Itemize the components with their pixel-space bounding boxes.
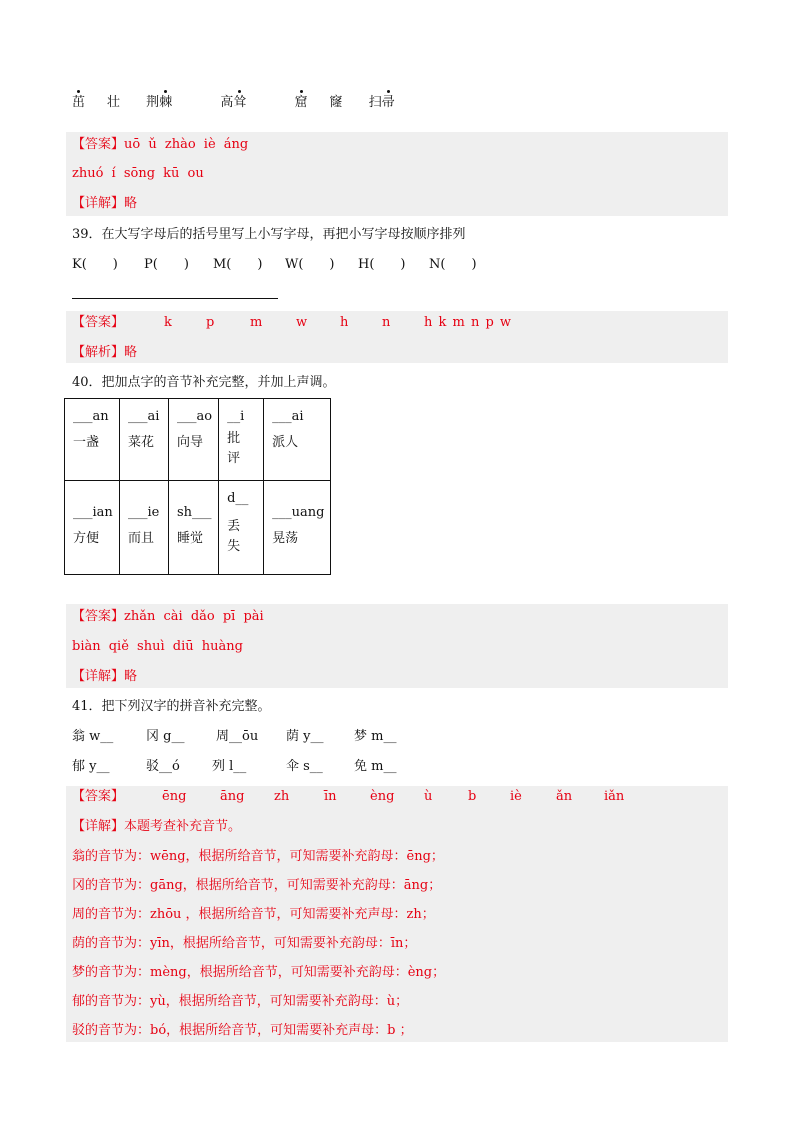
chars: 评	[227, 451, 241, 466]
table-cell	[219, 481, 264, 575]
pinyin-blank: ___uang	[272, 505, 325, 520]
word: 窟 窿	[294, 95, 343, 110]
answer-label: 【答案】	[72, 315, 125, 330]
answer-text: zhǎn cài dǎo pī pài	[124, 609, 264, 624]
chars: 派人	[272, 435, 299, 450]
dotted-char: 棘	[159, 95, 173, 110]
answer-letter: n	[382, 315, 391, 330]
answer-letter: m	[250, 315, 263, 330]
answer-label: 【答案】	[72, 137, 125, 152]
word: 高耸	[220, 95, 247, 110]
cell-chars	[272, 529, 324, 549]
dotted-char: 帚	[381, 95, 395, 110]
question-40: 40．把加点字的音节补充完整，并加上声调。	[72, 375, 336, 390]
detail-text: 略	[124, 669, 138, 684]
answer-item: ù	[424, 789, 433, 804]
table-cell	[120, 399, 169, 481]
chars: 丢	[227, 519, 241, 534]
chars: 失	[227, 539, 241, 554]
pinyin-table	[64, 398, 331, 575]
answer-item: ēng	[162, 789, 187, 804]
cell-chars	[227, 429, 257, 469]
cell-chars	[128, 529, 162, 549]
answer-letter: k	[164, 315, 172, 330]
fill-item: 周__ōu	[216, 729, 259, 744]
pinyin-blank: ___ao	[177, 409, 213, 424]
detail-line: 梦的音节为：mèng，根据所给音节，可知需要补充韵母：èng；	[72, 965, 446, 980]
cell-chars	[227, 517, 257, 557]
chars: 睡觉	[177, 531, 204, 546]
answer-item: iǎn	[604, 789, 625, 804]
answer-39	[72, 314, 512, 332]
answer-item: iè	[510, 789, 522, 804]
detail-label: 【详解】	[72, 819, 125, 834]
fill-item: 列 l__	[212, 759, 247, 774]
detail-label: 【解析】	[72, 345, 125, 360]
answer-item: zh	[274, 789, 290, 804]
fill-item: 荫 y__	[286, 729, 324, 744]
detail-label: 【详解】	[72, 196, 125, 211]
answer-40-line1	[72, 608, 264, 626]
cell-chars	[73, 529, 113, 549]
fill-item: 冈 g__	[146, 729, 185, 744]
answer-text: uō ǔ zhào iè áng	[124, 137, 249, 152]
table-cell	[169, 481, 219, 575]
letters-row	[72, 256, 477, 274]
letter-blank: H( )	[358, 257, 406, 272]
detail-line: 冈的音节为：gāng，根据所给音节，可知需要补充韵母：āng；	[72, 878, 442, 893]
pinyin-blank: d__	[227, 491, 249, 506]
word: 荆棘	[146, 95, 173, 110]
detail-40	[72, 668, 137, 686]
table-cell	[219, 399, 264, 481]
fill-item: 伞 s__	[286, 759, 323, 774]
detail-38	[72, 195, 137, 213]
question-41: 41．把下列汉字的拼音补充完整。	[72, 699, 271, 714]
answer-item: āng	[220, 789, 245, 804]
chars: 晃荡	[272, 531, 299, 546]
answer-38-line1	[72, 136, 248, 154]
chars: 方便	[73, 531, 100, 546]
dotted-char: 窟	[294, 95, 308, 110]
answer-item: ǎn	[556, 789, 573, 804]
answer-label: 【答案】	[72, 609, 125, 624]
word: 茁 壮	[72, 95, 121, 110]
dotted-char: 耸	[233, 95, 247, 110]
answer-letter: w	[296, 315, 308, 330]
fill-row-2	[72, 758, 396, 776]
letter-blank: K( )	[72, 257, 118, 272]
letter-blank: M( )	[213, 257, 263, 272]
word: 扫帚	[368, 95, 395, 110]
table-cell	[264, 399, 331, 481]
detail-text: 略	[124, 196, 138, 211]
table-cell	[65, 481, 120, 575]
table-cell	[169, 399, 219, 481]
answer-letter: h	[340, 315, 349, 330]
cell-chars	[272, 433, 324, 453]
question-39: 39．在大写字母后的括号里写上小写字母，再把小写字母按顺序排列	[72, 227, 466, 242]
answer-letter: p	[206, 315, 215, 330]
pinyin-blank: ___ai	[272, 409, 304, 424]
letter-blank: P( )	[144, 257, 189, 272]
answer-item: b	[468, 789, 477, 804]
fill-item: 驳__ó	[146, 759, 180, 774]
answer-underline	[72, 298, 278, 299]
table-cell	[120, 481, 169, 575]
answer-order: h k m n p w	[424, 315, 512, 330]
chars: 菜花	[128, 435, 155, 450]
detail-41	[72, 818, 241, 836]
chars: 一盏	[73, 435, 100, 450]
table-row	[65, 481, 331, 575]
chars: 向导	[177, 435, 204, 450]
pinyin-blank: __i	[227, 409, 245, 424]
fill-item: 翁 w__	[72, 729, 114, 744]
cell-chars	[177, 529, 212, 549]
pinyin-blank: sh___	[177, 505, 212, 520]
pinyin-blank: ___an	[73, 409, 109, 424]
pinyin-blank: ___ie	[128, 505, 160, 520]
table-cell	[65, 399, 120, 481]
table-cell	[264, 481, 331, 575]
pinyin-blank: ___ian	[73, 505, 113, 520]
answer-38-line2: zhuó í sōng kū ou	[72, 166, 204, 181]
detail-line: 驳的音节为：bó，根据所给音节，可知需要补充声母：b ；	[72, 1023, 413, 1038]
cell-chars	[128, 433, 162, 453]
detail-label: 【详解】	[72, 669, 125, 684]
detail-line: 郁的音节为：yù，根据所给音节，可知需要补充韵母：ù；	[72, 994, 409, 1009]
fill-item: 免 m__	[354, 759, 397, 774]
detail-line: 翁的音节为：wēng，根据所给音节，可知需要补充韵母：ēng；	[72, 849, 444, 864]
letter-blank: W( )	[285, 257, 335, 272]
letter-blank: N( )	[429, 257, 477, 272]
dotted-char: 茁	[72, 95, 86, 110]
answer-item: èng	[370, 789, 395, 804]
pinyin-blank: ___ai	[128, 409, 160, 424]
answer-40-line2: biàn qiě shuì diū huàng	[72, 639, 243, 654]
chars: 批	[227, 431, 241, 446]
answer-item: īn	[324, 789, 337, 804]
detail-intro: 本题考查补充音节。	[124, 819, 242, 834]
answer-41	[72, 788, 625, 806]
cell-chars	[73, 433, 113, 453]
detail-text: 略	[124, 345, 138, 360]
fill-item: 梦 m__	[354, 729, 397, 744]
table-row	[65, 399, 331, 481]
detail-39	[72, 344, 137, 362]
detail-line: 周的音节为：zhōu ，根据所给音节，可知需要补充声母：zh；	[72, 907, 435, 922]
chars: 而且	[128, 531, 155, 546]
answer-label: 【答案】	[72, 789, 125, 804]
detail-line: 荫的音节为：yīn，根据所给音节，可知需要补充韵母：īn；	[72, 936, 417, 951]
word-row	[72, 94, 439, 112]
cell-chars	[177, 433, 212, 453]
fill-item: 郁 y__	[72, 759, 110, 774]
fill-row-1	[72, 728, 396, 746]
